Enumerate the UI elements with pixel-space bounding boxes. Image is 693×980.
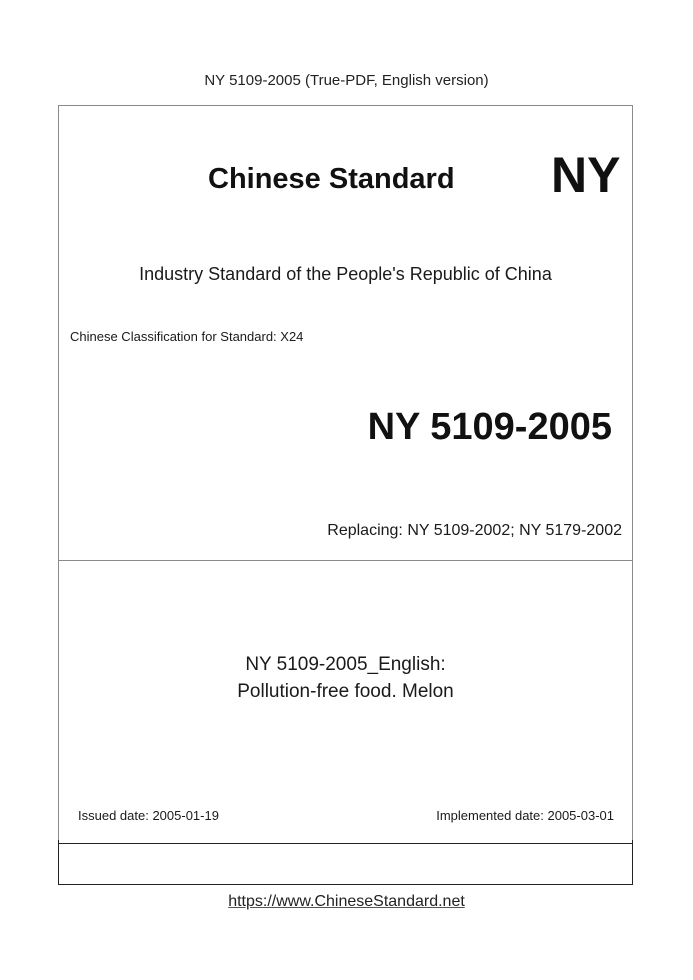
document-title-line1: NY 5109-2005_English:	[245, 654, 446, 675]
classification-line: Chinese Classification for Standard: X24	[70, 329, 304, 344]
standard-code: NY	[551, 147, 621, 203]
industry-line: Industry Standard of the People's Republic of China	[139, 264, 552, 284]
cover-heading: Chinese Standard	[208, 163, 455, 195]
website-link[interactable]: https://www.ChineseStandard.net	[228, 893, 465, 910]
cover-top-section	[59, 106, 632, 561]
cover-frame	[58, 105, 633, 885]
standard-number: NY 5109-2005	[367, 406, 612, 448]
replacing-line: Replacing: NY 5109-2002; NY 5179-2002	[327, 522, 622, 539]
page-header-title: NY 5109-2005 (True-PDF, English version)	[204, 72, 489, 89]
document-title	[59, 651, 632, 705]
cover-footer-box	[59, 843, 632, 886]
issued-date: Issued date: 2005-01-19	[78, 808, 219, 823]
document-title-line2: Pollution-free food. Melon	[237, 681, 454, 702]
implemented-date: Implemented date: 2005-03-01	[436, 808, 614, 823]
cover-bottom-section	[59, 561, 632, 844]
